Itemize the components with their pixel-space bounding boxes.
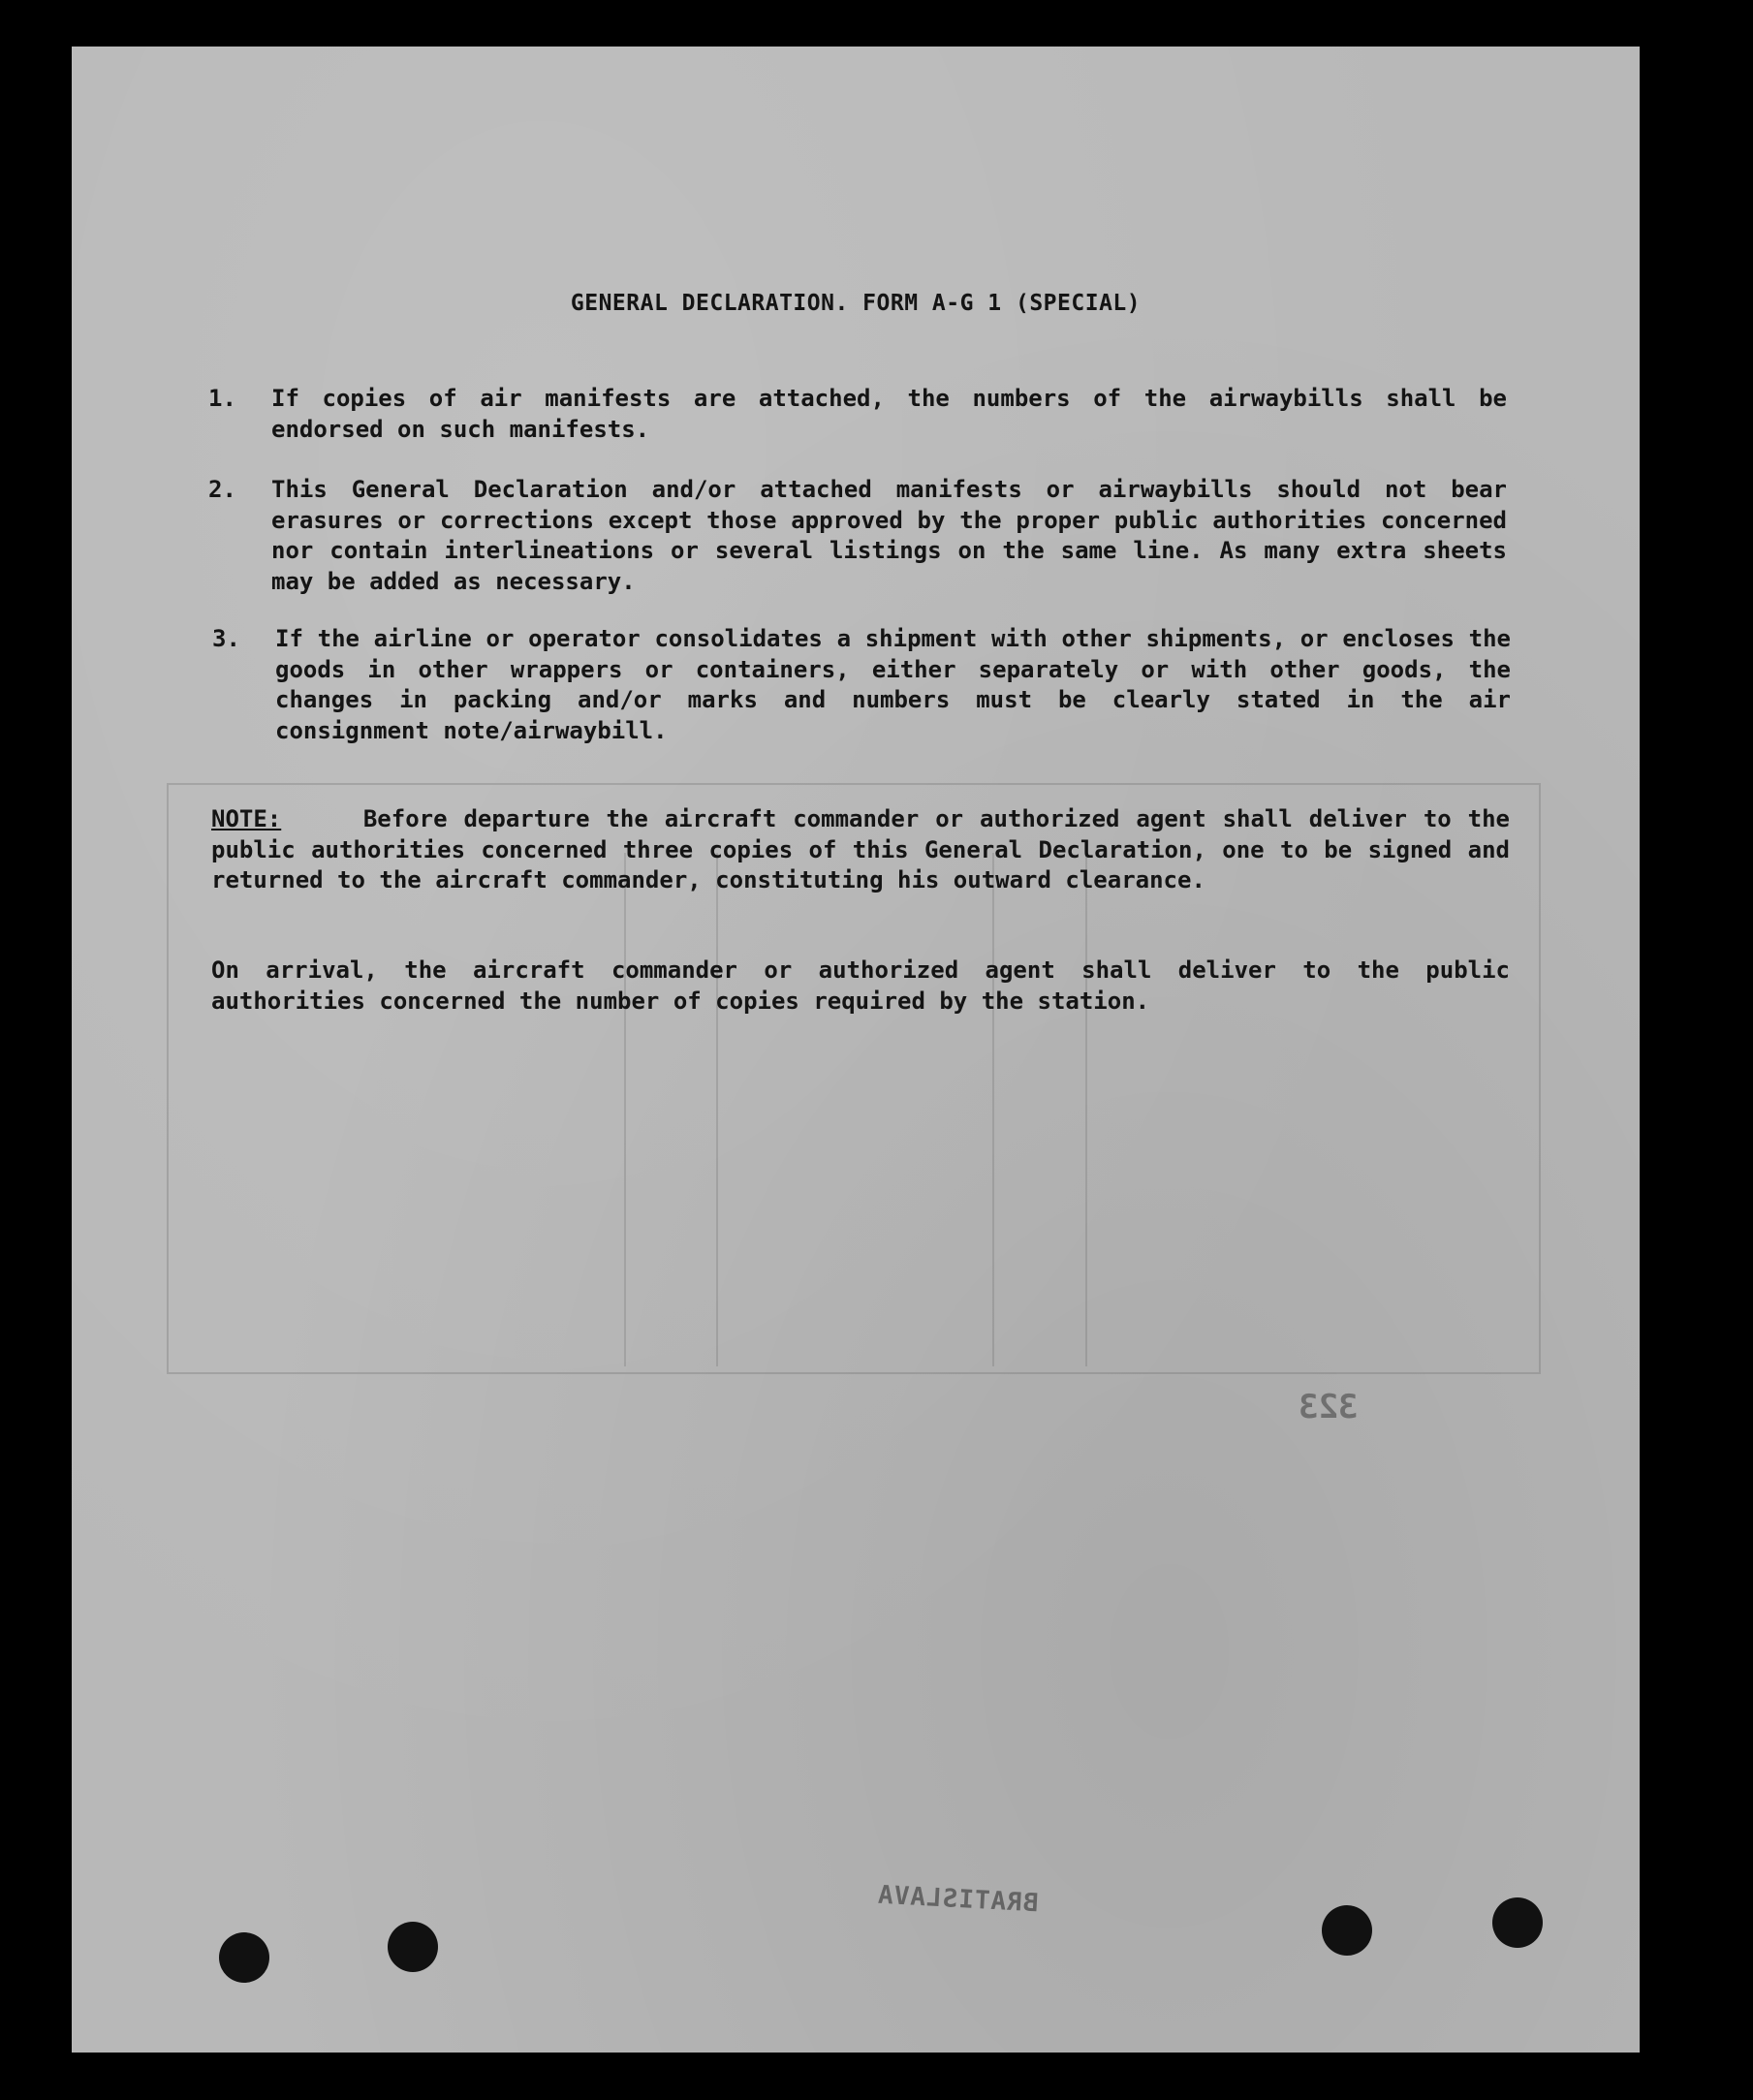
arrival-text: On arrival, the aircraft commander or authorized agent shall deliver to the public authorities concerned the number of copies required by the station. bbox=[211, 956, 1510, 1015]
departure-note bbox=[211, 804, 1510, 896]
item-number: 3. bbox=[212, 625, 240, 652]
punch-hole-right-1 bbox=[1322, 1905, 1372, 1956]
note-label: NOTE: bbox=[211, 805, 282, 832]
instruction-item-1 bbox=[208, 384, 1507, 445]
punch-hole-left-2 bbox=[388, 1922, 438, 1972]
document-page bbox=[72, 47, 1640, 2053]
item-text: This General Declaration and/or attached manifests or airwaybills should not bear erasures or corrections except those approved by the proper public authorities concerned nor contain interlineations or several listings on the same line. As many extra sheets may be added as necessary. bbox=[271, 476, 1507, 595]
item-text: If the airline or operator consolidates a shipment with other shipments, or encloses the goods in other wrappers or containers, either separately or with other goods, the changes in packing and/or marks and numbers must be clearly stated in the air consignment note/airwaybill. bbox=[275, 625, 1511, 744]
item-text: If copies of air manifests are attached, the numbers of the airwaybills shall be endorsed on such manifests. bbox=[271, 385, 1507, 443]
item-number: 2. bbox=[208, 476, 236, 503]
bleed-through-column-line bbox=[992, 853, 994, 1366]
item-number: 1. bbox=[208, 385, 236, 412]
bleed-through-column-line bbox=[624, 853, 626, 1366]
punch-hole-right-2 bbox=[1492, 1897, 1543, 1948]
note-text: Before departure the aircraft commander or authorized agent shall deliver to the public authorities concerned three copies of this General Declaration, one to be signed and returned to the aircraft commander, constituting his outward clearance. bbox=[211, 805, 1510, 893]
arrival-note bbox=[211, 956, 1510, 1017]
bleed-through-column-line bbox=[1085, 853, 1087, 1366]
bleed-through-stamp: BRATISLAVA bbox=[876, 1880, 1040, 1919]
form-title: GENERAL DECLARATION. FORM A-G 1 (SPECIAL) bbox=[570, 291, 1142, 316]
instruction-item-3 bbox=[212, 624, 1511, 746]
bleed-through-number: 323 bbox=[1299, 1388, 1359, 1426]
bleed-through-column-line bbox=[716, 853, 718, 1366]
punch-hole-left-1 bbox=[219, 1932, 269, 1983]
instruction-item-2 bbox=[208, 475, 1507, 597]
